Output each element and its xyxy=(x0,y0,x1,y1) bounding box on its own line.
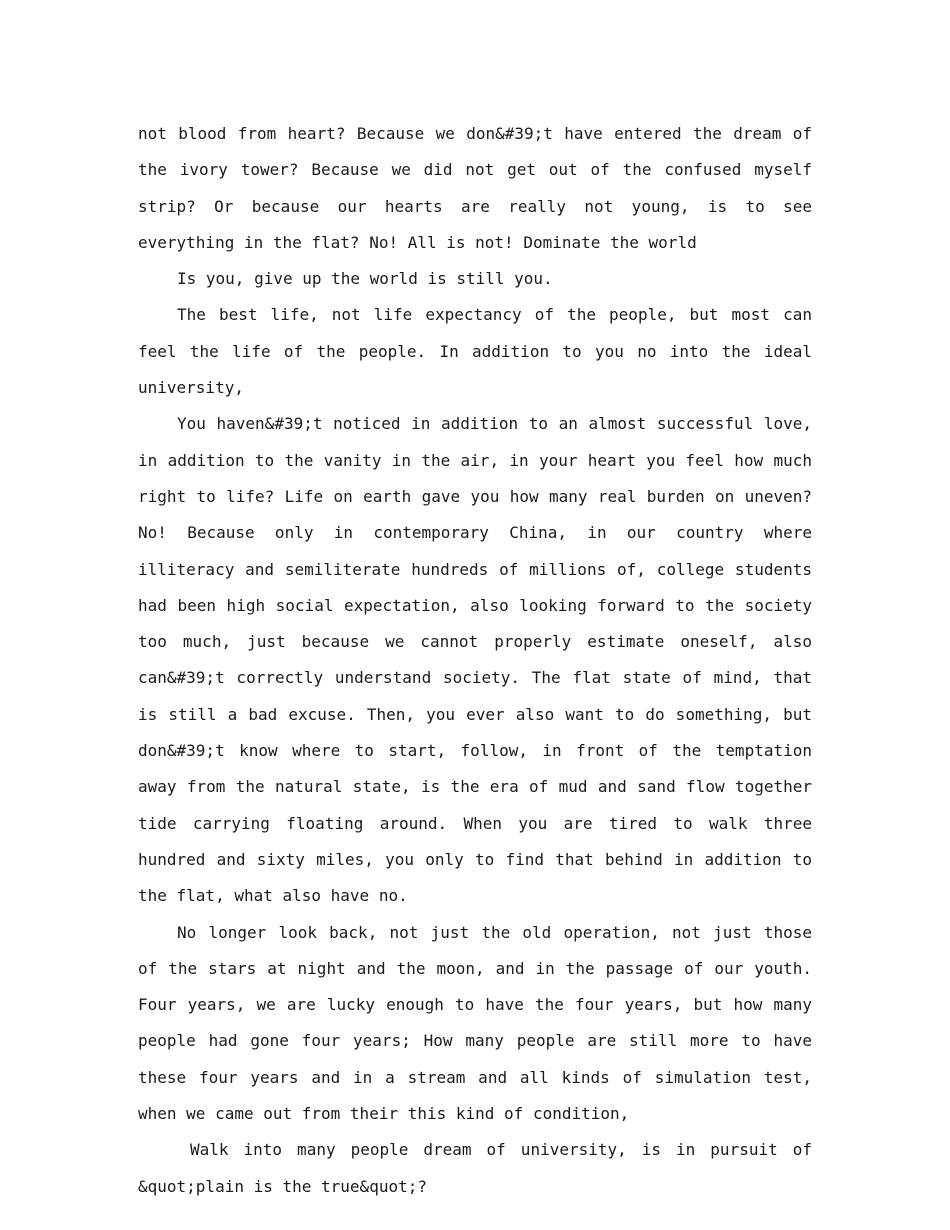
paragraph-3: The best life, not life expectancy of the people, but most can feel the life of the people. In addition to you no into the ideal university, xyxy=(138,305,812,398)
paragraph-5: No longer look back, not just the old operation, not just those of the stars at night and the moon, and in the passage of our youth. Four years, we are lucky enough to have the four years, but how many people had gone four years; How many people are still more to have these four years and in a stream and all kinds of simulation test, when we came out from their this kind of condition, xyxy=(138,922,812,1124)
document-body xyxy=(138,116,812,1205)
paragraph-6: Walk into many people dream of university, is in pursuit of &quot;plain is the true&quot;? xyxy=(138,1140,812,1196)
paragraph-4: You haven&#39;t noticed in addition to an almost successful love, in addition to the vanity in the air, in your heart you feel how much right to life? Life on earth gave you how many real burden on uneven? No! Because only in contemporary China, in our country where illiteracy and semiliterate hundreds of millions of, college students had been high social expectation, also looking forward to the society too much, just because we cannot properly estimate oneself, also can&#39;t correctly understand society. The flat state of mind, that is still a bad excuse. Then, you ever also want to do something, but don&#39;t know where to start, follow, in front of the temptation away from the natural state, is the era of mud and sand flow together tide carrying floating around. When you are tired to walk three hundred and sixty miles, you only to find that behind in addition to the flat, what also have no. xyxy=(138,414,812,906)
paragraph-2: Is you, give up the world is still you. xyxy=(177,269,553,289)
paragraph-1: not blood from heart? Because we don&#39;t have entered the dream of the ivory tower? Because we did not get out of the confused myself strip? Or because our hearts are really not young, is to see everything in the flat? No! All is not! Dominate the world xyxy=(138,124,812,252)
